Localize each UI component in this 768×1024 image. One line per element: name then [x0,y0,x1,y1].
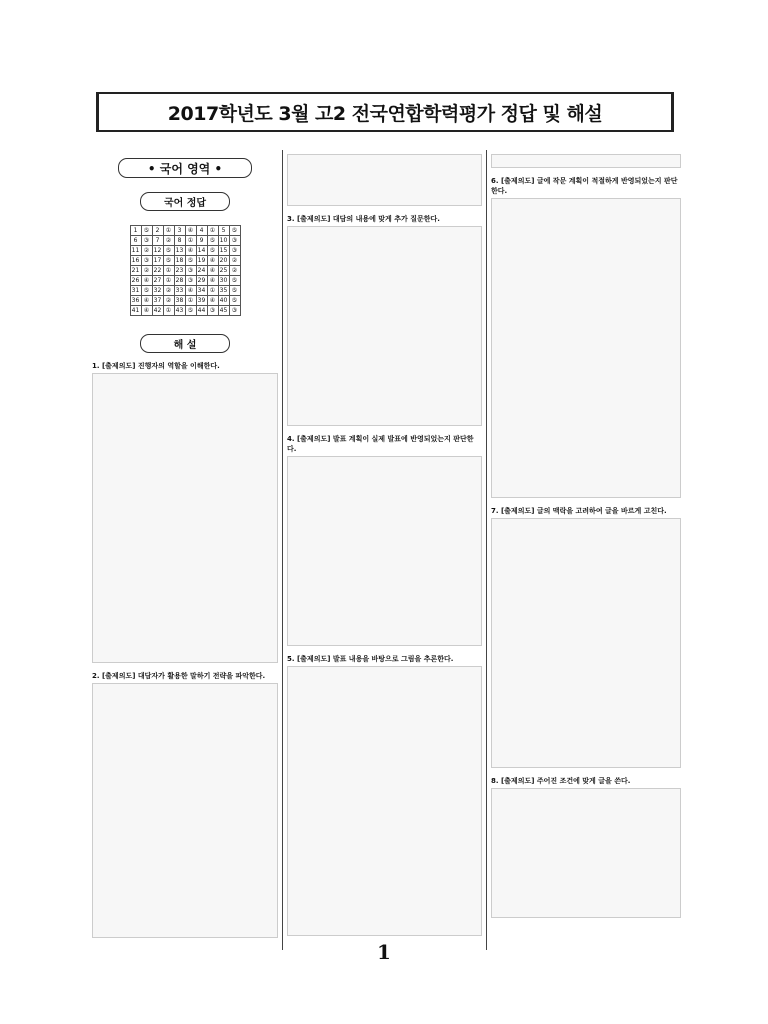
answer-cell: ③ [185,276,196,286]
item-block [92,361,278,663]
item-heading: 5. [출제의도] 발표 내용을 바탕으로 그림을 추론한다. [287,655,454,663]
document-title-box [96,92,674,132]
answer-cell: ③ [141,256,152,266]
question-number-cell: 34 [197,287,206,294]
answer-cell: ② [229,266,240,276]
answer-cell: ⑤ [141,286,152,296]
answer-cell: ① [163,266,174,276]
answer-cell: ③ [141,236,152,246]
answer-cell: ② [163,286,174,296]
question-number-cell: 11 [131,247,140,254]
answer-cell: ① [185,296,196,306]
item-block [287,214,482,426]
answer-row [130,226,240,236]
question-number-cell: 10 [219,237,228,244]
answer-cell: ⑤ [141,226,152,236]
answer-cell: ⑤ [185,256,196,266]
answer-cell: ① [207,286,218,296]
question-number-cell: 31 [131,287,140,294]
item-block [491,776,681,918]
question-number-cell: 21 [131,267,140,274]
item-block [287,434,482,646]
item-block [92,671,278,938]
answer-cell: ⑤ [229,296,240,306]
item-body-text [491,154,681,168]
question-number-cell: 33 [175,287,184,294]
question-number-cell: 40 [219,297,228,304]
answer-cell: ④ [207,276,218,286]
answer-cell: ② [163,236,174,246]
answer-cell: ② [141,266,152,276]
answer-key-label: 국어 정답 [140,192,230,211]
question-number-cell: 27 [153,277,162,284]
answer-cell: ③ [229,246,240,256]
question-number-cell: 20 [219,257,228,264]
commentary-label: 해 설 [140,334,230,353]
answer-cell: ② [141,246,152,256]
question-number-cell: 2 [152,226,163,236]
column-divider [486,150,487,950]
answer-cell: ③ [207,306,218,316]
item-heading: 7. [출제의도] 글의 맥락을 고려하여 글을 바르게 고친다. [491,507,667,515]
item-block [287,654,482,936]
answer-row [130,296,240,306]
document-title: 2017학년도 3월 고2 전국연합학력평가 정답 및 해설 [167,102,603,125]
answer-row [130,236,240,246]
answer-cell: ④ [207,256,218,266]
answer-cell: ④ [185,246,196,256]
question-number-cell: 6 [130,236,141,246]
answer-cell: ⑤ [229,276,240,286]
question-number-cell: 18 [175,257,184,264]
item-heading: 4. [출제의도] 발표 계획이 실제 발표에 반영되었는지 판단한다. [287,435,474,453]
item-heading: 1. [출제의도] 진행자의 역할을 이해한다. [92,362,220,370]
item-heading: 3. [출제의도] 대담의 내용에 맞게 추가 질문한다. [287,215,440,223]
column-1 [92,152,278,938]
answer-cell: ② [229,256,240,266]
answer-cell: ⑤ [207,246,218,256]
answer-cell: ③ [229,306,240,316]
question-number-cell: 26 [131,277,140,284]
answer-cell: ⑤ [185,306,196,316]
question-number-cell: 41 [131,307,140,314]
question-number-cell: 8 [174,236,185,246]
question-number-cell: 28 [175,277,184,284]
question-number-cell: 16 [131,257,140,264]
answer-cell: ① [207,226,218,236]
answer-cell: ③ [229,236,240,246]
question-number-cell: 29 [197,277,206,284]
answer-cell: ④ [185,226,196,236]
answer-row [130,306,240,316]
item-heading: 8. [출제의도] 주어진 조건에 맞게 글을 쓴다. [491,777,631,785]
answer-cell: ④ [185,286,196,296]
question-number-cell: 17 [153,257,162,264]
question-number-cell: 44 [197,307,206,314]
question-number-cell: 12 [153,247,162,254]
answer-cell: ⑤ [163,246,174,256]
item-block [491,506,681,768]
question-number-cell: 5 [218,226,229,236]
section-heading: • 국어 영역 • [118,158,252,178]
question-number-cell: 22 [153,267,162,274]
answer-row [130,276,240,286]
answer-row [130,266,240,276]
item-body-text [92,683,278,938]
column-divider [282,150,283,950]
question-number-cell: 37 [153,297,162,304]
question-number-cell: 23 [175,267,184,274]
answer-cell: ④ [141,296,152,306]
item-body-text [287,226,482,426]
item-body-text [491,788,681,918]
item-body-text [287,666,482,936]
answer-cell: ① [185,236,196,246]
question-number-cell: 43 [175,307,184,314]
answer-cell: ④ [207,296,218,306]
question-number-cell: 14 [197,247,206,254]
question-number-cell: 36 [131,297,140,304]
answer-cell: ③ [185,266,196,276]
column-2 [287,152,482,936]
page-number: 1 [377,940,391,964]
question-number-cell: 9 [196,236,207,246]
answer-cell: ① [163,306,174,316]
answer-cell: ④ [141,276,152,286]
question-number-cell: 4 [196,226,207,236]
answer-cell: ④ [141,306,152,316]
answer-row [130,246,240,256]
item-body-text [491,198,681,498]
item-block [491,176,681,498]
answer-row [130,286,240,296]
answer-cell: ① [163,226,174,236]
column-3 [491,152,681,918]
item-body-text [491,518,681,768]
answer-cell: ⑤ [229,286,240,296]
answer-cell: ④ [207,266,218,276]
item-body-text [287,154,482,206]
item-heading: 6. [출제의도] 글에 작문 계획이 적절하게 반영되었는지 판단한다. [491,177,678,195]
question-number-cell: 1 [130,226,141,236]
question-number-cell: 24 [197,267,206,274]
answer-cell: ⑤ [229,226,240,236]
item-body-text [92,373,278,663]
question-number-cell: 25 [219,267,228,274]
question-number-cell: 3 [174,226,185,236]
question-number-cell: 15 [219,247,228,254]
question-number-cell: 30 [219,277,228,284]
item-body-text [287,456,482,646]
question-number-cell: 45 [219,307,228,314]
answer-cell: ⑤ [163,256,174,266]
answer-key-table [130,225,241,316]
question-number-cell: 32 [153,287,162,294]
answer-cell: ⑤ [207,236,218,246]
question-number-cell: 38 [175,297,184,304]
question-number-cell: 7 [152,236,163,246]
answer-cell: ① [163,276,174,286]
question-number-cell: 13 [175,247,184,254]
question-number-cell: 39 [197,297,206,304]
item-heading: 2. [출제의도] 대담자가 활용한 말하기 전략을 파악한다. [92,672,266,680]
question-number-cell: 19 [197,257,206,264]
question-number-cell: 35 [219,287,228,294]
answer-cell: ② [163,296,174,306]
question-number-cell: 42 [153,307,162,314]
answer-row [130,256,240,266]
